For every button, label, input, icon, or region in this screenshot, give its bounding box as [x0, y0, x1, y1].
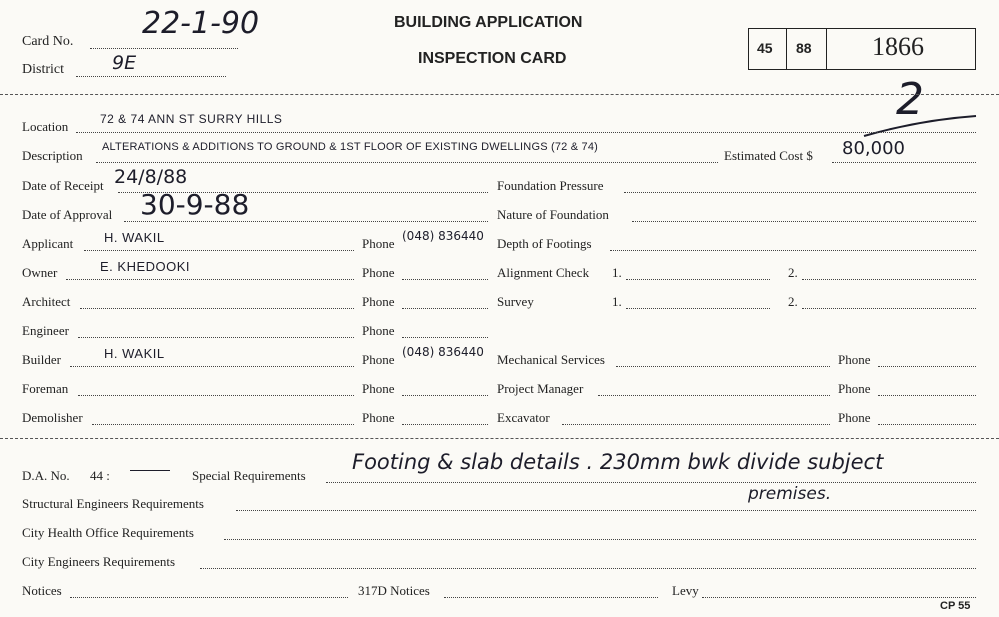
handwritten-mark: 2	[896, 74, 924, 125]
health-label: City Health Office Requirements	[22, 525, 194, 540]
survey-two-line	[802, 308, 976, 309]
demolisher-phone-label: Phone	[362, 410, 395, 425]
owner-label: Owner	[22, 265, 58, 280]
box-a: 45	[757, 40, 773, 56]
estimated-cost-label: Estimated Cost $	[724, 148, 813, 163]
builder-line	[70, 366, 354, 367]
applicant-phone-label: Phone	[362, 236, 395, 251]
card-no-value: 22-1-90	[142, 6, 260, 41]
survey-label: Survey	[497, 294, 534, 309]
date-receipt-value: 24/8/88	[114, 166, 188, 188]
description-value: ALTERATIONS & ADDITIONS TO GROUND & 1ST FLOOR OF EXISTING DWELLINGS (72 & 74)	[102, 141, 599, 153]
mid-rule	[0, 438, 999, 439]
levy-label: Levy	[672, 583, 699, 598]
owner-phone-line	[402, 279, 488, 280]
survey-one: 1.	[612, 294, 622, 309]
foundation-pressure-line	[624, 192, 976, 193]
survey-one-line	[626, 308, 770, 309]
location-value: 72 & 74 ANN ST SURRY HILLS	[100, 112, 283, 126]
location-label: Location	[22, 119, 69, 134]
project-manager-label: Project Manager	[497, 381, 584, 396]
description-line	[96, 162, 718, 163]
pm-phone-label: Phone	[838, 381, 871, 396]
box-c: 1866	[872, 32, 924, 61]
district-value: 9E	[112, 52, 137, 74]
foreman-line	[78, 395, 354, 396]
box-divider-1	[786, 28, 787, 70]
applicant-phone-value: (048) 836440	[402, 229, 484, 243]
pm-phone-line	[878, 395, 976, 396]
depth-footings-line	[610, 250, 976, 251]
engineer-label: Engineer	[22, 323, 69, 338]
foreman-label: Foreman	[22, 381, 69, 396]
applicant-value: H. WAKIL	[104, 230, 165, 245]
demolisher-label: Demolisher	[22, 410, 83, 425]
engineer-phone-line	[402, 337, 488, 338]
foreman-phone-line	[402, 395, 488, 396]
description-label: Description	[22, 148, 83, 163]
date-approval-label: Date of Approval	[22, 207, 113, 222]
builder-value: H. WAKIL	[104, 346, 165, 361]
location-line	[76, 132, 976, 133]
da-dash	[130, 470, 170, 471]
da-no-label: D.A. No.	[22, 468, 70, 483]
city-eng-line	[200, 568, 976, 569]
title-line1: BUILDING APPLICATION	[394, 14, 583, 31]
notices-line	[70, 597, 348, 598]
date-receipt-label: Date of Receipt	[22, 178, 104, 193]
mechanical-phone-line	[878, 366, 976, 367]
city-eng-label: City Engineers Requirements	[22, 554, 176, 569]
owner-value: E. KHEDOOKI	[100, 259, 191, 274]
estimated-cost-value: 80,000	[842, 138, 905, 159]
nature-foundation-line	[632, 221, 976, 222]
excavator-label: Excavator	[497, 410, 550, 425]
district-label: District	[22, 62, 64, 77]
levy-line	[702, 597, 976, 598]
mechanical-label: Mechanical Services	[497, 352, 605, 367]
builder-phone-value: (048) 836440	[402, 345, 484, 359]
district-line	[76, 76, 226, 77]
title-line2: INSPECTION CARD	[418, 50, 567, 67]
applicant-line	[84, 250, 354, 251]
health-line	[224, 539, 976, 540]
special-req-value: Footing & slab details . 230mm bwk divide subject	[352, 450, 884, 474]
foundation-pressure-label: Foundation Pressure	[497, 178, 604, 193]
notices-label: Notices	[22, 583, 62, 598]
da-no-value: 44 :	[90, 468, 110, 483]
nature-foundation-label: Nature of Foundation	[497, 207, 609, 222]
owner-phone-label: Phone	[362, 265, 395, 280]
foreman-phone-label: Phone	[362, 381, 395, 396]
project-manager-line	[598, 395, 830, 396]
architect-phone-line	[402, 308, 488, 309]
notices317-label: 317D Notices	[358, 583, 430, 598]
alignment-one-line	[626, 279, 770, 280]
engineer-line	[78, 337, 354, 338]
excavator-phone-line	[878, 424, 976, 425]
survey-two: 2.	[788, 294, 798, 309]
notices317-line	[444, 597, 658, 598]
form-code: CP 55	[940, 600, 971, 612]
excavator-line	[562, 424, 830, 425]
card-no-line	[90, 48, 238, 49]
mechanical-phone-label: Phone	[838, 352, 871, 367]
card-number-box	[748, 28, 976, 70]
owner-line	[66, 279, 354, 280]
demolisher-phone-line	[402, 424, 488, 425]
alignment-one: 1.	[612, 265, 622, 280]
card-no-label: Card No.	[22, 34, 74, 49]
architect-phone-label: Phone	[362, 294, 395, 309]
builder-label: Builder	[22, 352, 61, 367]
engineer-phone-label: Phone	[362, 323, 395, 338]
applicant-label: Applicant	[22, 236, 74, 251]
date-approval-line	[124, 221, 488, 222]
mechanical-line	[616, 366, 830, 367]
header-rule	[0, 94, 999, 95]
alignment-two: 2.	[788, 265, 798, 280]
cost-line	[832, 162, 976, 163]
architect-line	[80, 308, 354, 309]
structural-label: Structural Engineers Requirements	[22, 496, 204, 511]
demolisher-line	[92, 424, 354, 425]
alignment-check-label: Alignment Check	[497, 265, 590, 280]
date-approval-value: 30-9-88	[140, 188, 250, 221]
special-req-value-2: premises.	[748, 484, 832, 504]
structural-line	[236, 510, 976, 511]
architect-label: Architect	[22, 294, 71, 309]
depth-footings-label: Depth of Footings	[497, 236, 592, 251]
excavator-phone-label: Phone	[838, 410, 871, 425]
builder-phone-label: Phone	[362, 352, 395, 367]
box-divider-2	[826, 28, 827, 70]
box-b: 88	[796, 40, 812, 56]
special-req-label: Special Requirements	[192, 468, 306, 483]
special-req-line	[326, 482, 976, 483]
alignment-two-line	[802, 279, 976, 280]
